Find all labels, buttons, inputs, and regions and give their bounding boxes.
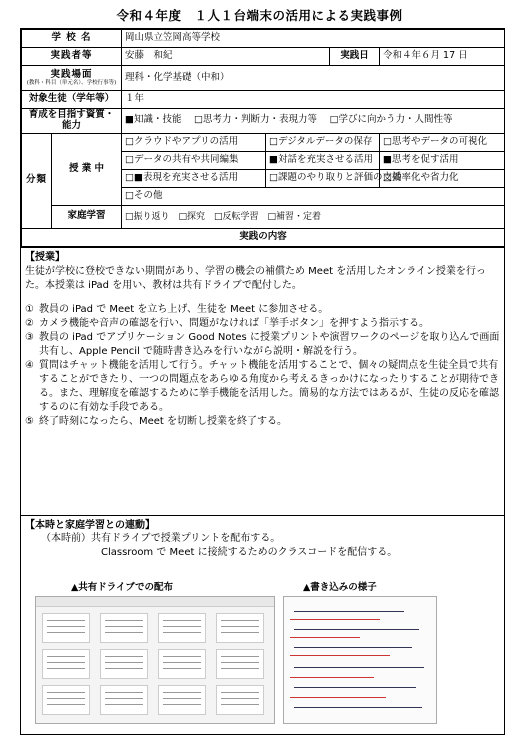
step-text: 教員の iPad でアプリケーション Good Notes に授業プリントや演習ワークのページを取り込んで画面共有し、Apple Pencil で随時書き込みを行いながら説明・解説を行う。 [39,331,500,357]
ability-option-2: □学びに向かう力・人間性等 [329,114,453,126]
practice-intro: 生徒が学校に登校できない期間があり、学習の機会の補償ため Meet を活用したオンライン授業を行った。本授業は iPad を用い、教材は共有ドライブで配付した。 [25,265,486,291]
teacher-value: 安藤 和紀 [122,48,330,66]
in-class-opt-3-0: □その他 [122,187,505,205]
file-thumbnail [100,685,148,715]
date-value: 令和４年６月 17 日 [380,48,505,66]
in-class-opt-0-0: □クラウドやアプリの活用 [122,133,266,151]
file-thumbnail [100,613,148,643]
step-item [25,303,500,317]
step-number: ① [25,303,34,315]
annotation-screenshot [283,596,437,724]
in-class-opt-1-2: ■思考を促す活用 [380,151,505,169]
page-title: 令和４年度 １人１台端末の活用による実践事例 [116,8,403,23]
step-item [25,317,500,331]
home-label: 家庭学習 [52,205,122,228]
in-class-opt-0-1: □デジタルデータの保存 [266,133,380,151]
step-number: ④ [25,359,34,371]
in-class-opt-2-1: □課題のやり取りと評価の支援 [266,169,380,187]
classroom-line: Classroom で Meet に接続するためのクラスコードを配信する。 [101,546,398,558]
scene-label-cell [22,66,122,91]
step-text: 教員の iPad で Meet を立ち上げ、生徒を Meet に参加させる。 [39,303,329,315]
school-label: 学 校 名 [22,30,122,48]
home-link-section [21,515,504,734]
practice-content [21,247,504,515]
in-class-opt-0-2: □思考やデータの可視化 [380,133,505,151]
ability-label: 育成を目指す資質・能力 [22,109,122,134]
in-class-label: 授 業 中 [52,133,122,205]
step-text: 質問はチャット機能を活用して行う。チャット機能を活用することで、個々の疑問点を生徒全員で共有することができたり、一つの問題点をあらゆる角度から考えるきっかけになったりすることが期待できる。また、理解度を確認するために挙手機能を活用した。簡易的な方法ではあるが、生徒の反応を確認するのに有効な手段である。 [39,359,499,413]
teacher-label: 実践者等 [22,48,122,66]
scene-value: 理科・化学基礎（中和） [122,66,505,91]
date-label: 実践日 [330,48,380,66]
in-class-opt-2-2: □効率化や省力化 [380,169,505,187]
step-item [25,359,500,415]
file-thumbnail [42,649,90,679]
target-label: 対象生徒（学年等） [22,91,122,109]
ability-options [122,109,505,134]
in-class-opt-1-1: ■対話を充実させる活用 [266,151,380,169]
step-number: ③ [25,331,34,343]
school-value: 岡山県立笠岡高等学校 [122,30,505,48]
step-number: ⑤ [25,415,34,427]
shared-drive-screenshot [35,596,275,724]
ability-option-1: □思考力・判断力・表現力等 [194,114,318,126]
home-options: □振り返り □探究 □反転学習 □補習・定着 [122,205,505,228]
step-text: 終了時刻になったら、Meet を切断し授業を終了する。 [39,415,288,427]
file-thumbnail [158,613,206,643]
classification-label: 分類 [22,133,52,228]
section-lesson-title: 【授業】 [25,251,65,263]
practice-heading: 実践の内容 [22,228,505,246]
file-thumbnail [42,613,90,643]
scene-label: 実践場面 [50,68,93,80]
practice-sheet [20,28,505,735]
scene-sub-label: (教科・科目（単元名）、学校行事等) [26,79,117,86]
step-number: ② [25,317,34,329]
caption-writing: ▲書き込みの様子 [303,581,377,593]
file-thumbnail [158,685,206,715]
ability-option-0: ■知識・技能 [125,114,182,126]
section-home-title: 【本時と家庭学習との連動】 [25,519,155,531]
in-class-opt-1-0: □データの共有や共同編集 [122,151,266,169]
target-value: １年 [122,91,505,109]
file-thumbnail [216,685,264,715]
drive-toolbar [36,597,274,607]
file-thumbnail [216,649,264,679]
step-item [25,415,500,429]
step-text: カメラ機能や音声の確認を行い、問題がなければ「挙手ボタン」を押すよう指示する。 [39,317,429,329]
file-thumbnail [100,649,148,679]
info-table [21,29,505,247]
in-class-opt-2-0: □■表現を充実させる活用 [122,169,266,187]
file-thumbnail [216,613,264,643]
caption-shared-drive: ▲共有ドライブでの配布 [71,581,174,593]
step-item [25,331,500,359]
file-thumbnail [42,685,90,715]
pre-class-line: （本時前）共有ドライブで授業プリントを配布する。 [41,533,281,545]
file-thumbnail [158,649,206,679]
